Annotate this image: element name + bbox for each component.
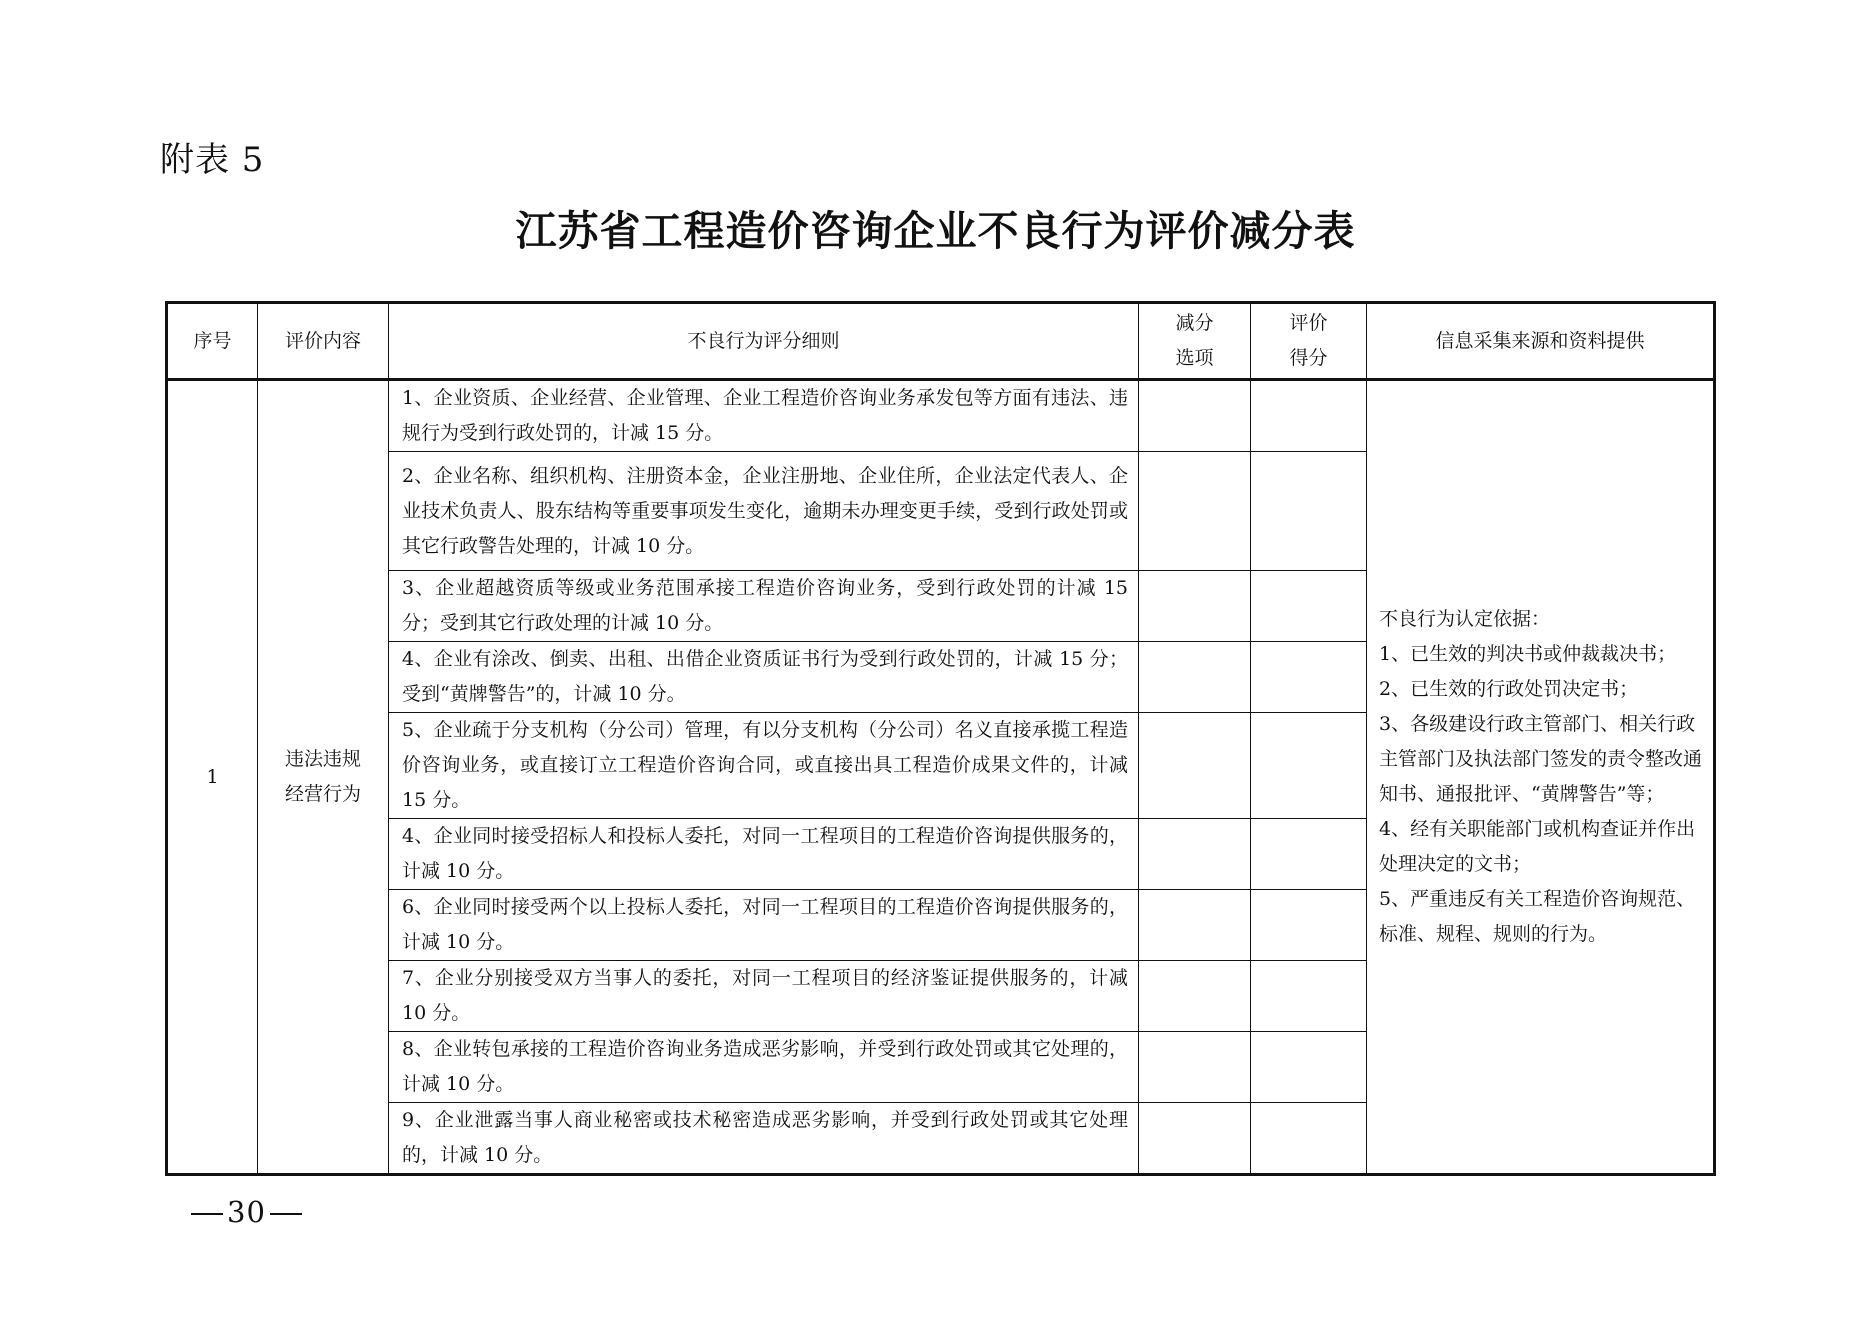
rule-text: 5、企业疏于分支机构（分公司）管理，有以分支机构（分公司）名义直接承揽工程造价咨询业务，或直接订立工程造价咨询合同，或直接出具工程造价成果文件的，计减 15 分。 bbox=[389, 713, 1139, 819]
group-index: 1 bbox=[167, 380, 258, 1175]
basis-item: 1、已生效的判决书或仲裁裁决书； bbox=[1379, 643, 1677, 665]
deduction-option-cell[interactable] bbox=[1139, 1032, 1251, 1103]
score-cell[interactable] bbox=[1251, 819, 1367, 890]
page-number-dash-left bbox=[191, 1213, 223, 1215]
header-source: 信息采集来源和资料提供 bbox=[1367, 303, 1715, 380]
header-score-line1: 评价 bbox=[1289, 312, 1328, 334]
score-cell[interactable] bbox=[1251, 961, 1367, 1032]
deduction-option-cell[interactable] bbox=[1139, 452, 1251, 571]
rule-text: 8、企业转包承接的工程造价咨询业务造成恶劣影响，并受到行政处罚或其它处理的，计减 10 分。 bbox=[389, 1032, 1139, 1103]
page-number-value: 30 bbox=[227, 1195, 266, 1229]
header-deduction-line1: 减分 bbox=[1175, 312, 1214, 334]
table-header-row bbox=[167, 303, 1715, 380]
rule-text: 4、企业同时接受招标人和投标人委托，对同一工程项目的工程造价咨询提供服务的，计减 10 分。 bbox=[389, 819, 1139, 890]
rule-text: 3、企业超越资质等级或业务范围承接工程造价咨询业务，受到行政处罚的计减 15 分；受到其它行政处理的计减 10 分。 bbox=[389, 571, 1139, 642]
basis-item: 4、经有关职能部门或机构查证并作出处理决定的文书； bbox=[1379, 818, 1696, 875]
deduction-option-cell[interactable] bbox=[1139, 713, 1251, 819]
rule-text: 7、企业分别接受双方当事人的委托，对同一工程项目的经济鉴证提供服务的，计减 10 分。 bbox=[389, 961, 1139, 1032]
page-number-dash-right bbox=[270, 1213, 302, 1215]
score-cell[interactable] bbox=[1251, 452, 1367, 571]
basis-item: 5、严重违反有关工程造价咨询规范、标准、规程、规则的行为。 bbox=[1379, 888, 1696, 945]
rule-text: 1、企业资质、企业经营、企业管理、企业工程造价咨询业务承发包等方面有违法、违规行为受到行政处罚的，计减 15 分。 bbox=[389, 380, 1139, 452]
header-category: 评价内容 bbox=[258, 303, 389, 380]
group-category bbox=[258, 380, 389, 1175]
rule-text: 2、企业名称、组织机构、注册资本金，企业注册地、企业住所，企业法定代表人、企业技术负责人、股东结构等重要事项发生变化，逾期未办理变更手续，受到行政处罚或其它行政警告处理的，计减 10 分。 bbox=[389, 452, 1139, 571]
deduction-option-cell[interactable] bbox=[1139, 819, 1251, 890]
page-number bbox=[187, 1192, 306, 1232]
header-score-line2: 得分 bbox=[1289, 347, 1328, 369]
basis-item: 2、已生效的行政处罚决定书； bbox=[1379, 678, 1639, 700]
score-cell[interactable] bbox=[1251, 713, 1367, 819]
header-score bbox=[1251, 303, 1367, 380]
deduction-option-cell[interactable] bbox=[1139, 890, 1251, 961]
basis-cell bbox=[1367, 380, 1715, 1175]
basis-item: 3、各级建设行政主管部门、相关行政主管部门及执法部门签发的责令整改通知书、通报批评、“黄牌警告”等； bbox=[1379, 713, 1703, 805]
score-cell[interactable] bbox=[1251, 1032, 1367, 1103]
table-row bbox=[167, 380, 1715, 452]
score-cell[interactable] bbox=[1251, 1103, 1367, 1175]
penalty-table bbox=[165, 301, 1716, 1176]
annex-label: 附表 5 bbox=[160, 140, 265, 180]
header-deduction bbox=[1139, 303, 1251, 380]
score-cell[interactable] bbox=[1251, 380, 1367, 452]
score-cell[interactable] bbox=[1251, 642, 1367, 713]
header-deduction-line2: 选项 bbox=[1175, 347, 1214, 369]
deduction-option-cell[interactable] bbox=[1139, 1103, 1251, 1175]
header-rules: 不良行为评分细则 bbox=[389, 303, 1139, 380]
deduction-option-cell[interactable] bbox=[1139, 571, 1251, 642]
document-title: 江苏省工程造价咨询企业不良行为评价减分表 bbox=[515, 207, 1356, 255]
header-index: 序号 bbox=[167, 303, 258, 380]
group-category-line2: 经营行为 bbox=[284, 783, 361, 805]
deduction-option-cell[interactable] bbox=[1139, 380, 1251, 452]
deduction-option-cell[interactable] bbox=[1139, 642, 1251, 713]
rule-text: 9、企业泄露当事人商业秘密或技术秘密造成恶劣影响，并受到行政处罚或其它处理的，计减 10 分。 bbox=[389, 1103, 1139, 1175]
rule-text: 6、企业同时接受两个以上投标人委托，对同一工程项目的工程造价咨询提供服务的，计减 10 分。 bbox=[389, 890, 1139, 961]
group-category-line1: 违法违规 bbox=[284, 748, 361, 770]
score-cell[interactable] bbox=[1251, 571, 1367, 642]
basis-heading: 不良行为认定依据： bbox=[1379, 608, 1551, 630]
deduction-option-cell[interactable] bbox=[1139, 961, 1251, 1032]
score-cell[interactable] bbox=[1251, 890, 1367, 961]
rule-text: 4、企业有涂改、倒卖、出租、出借企业资质证书行为受到行政处罚的，计减 15 分；受到“黄牌警告”的，计减 10 分。 bbox=[389, 642, 1139, 713]
